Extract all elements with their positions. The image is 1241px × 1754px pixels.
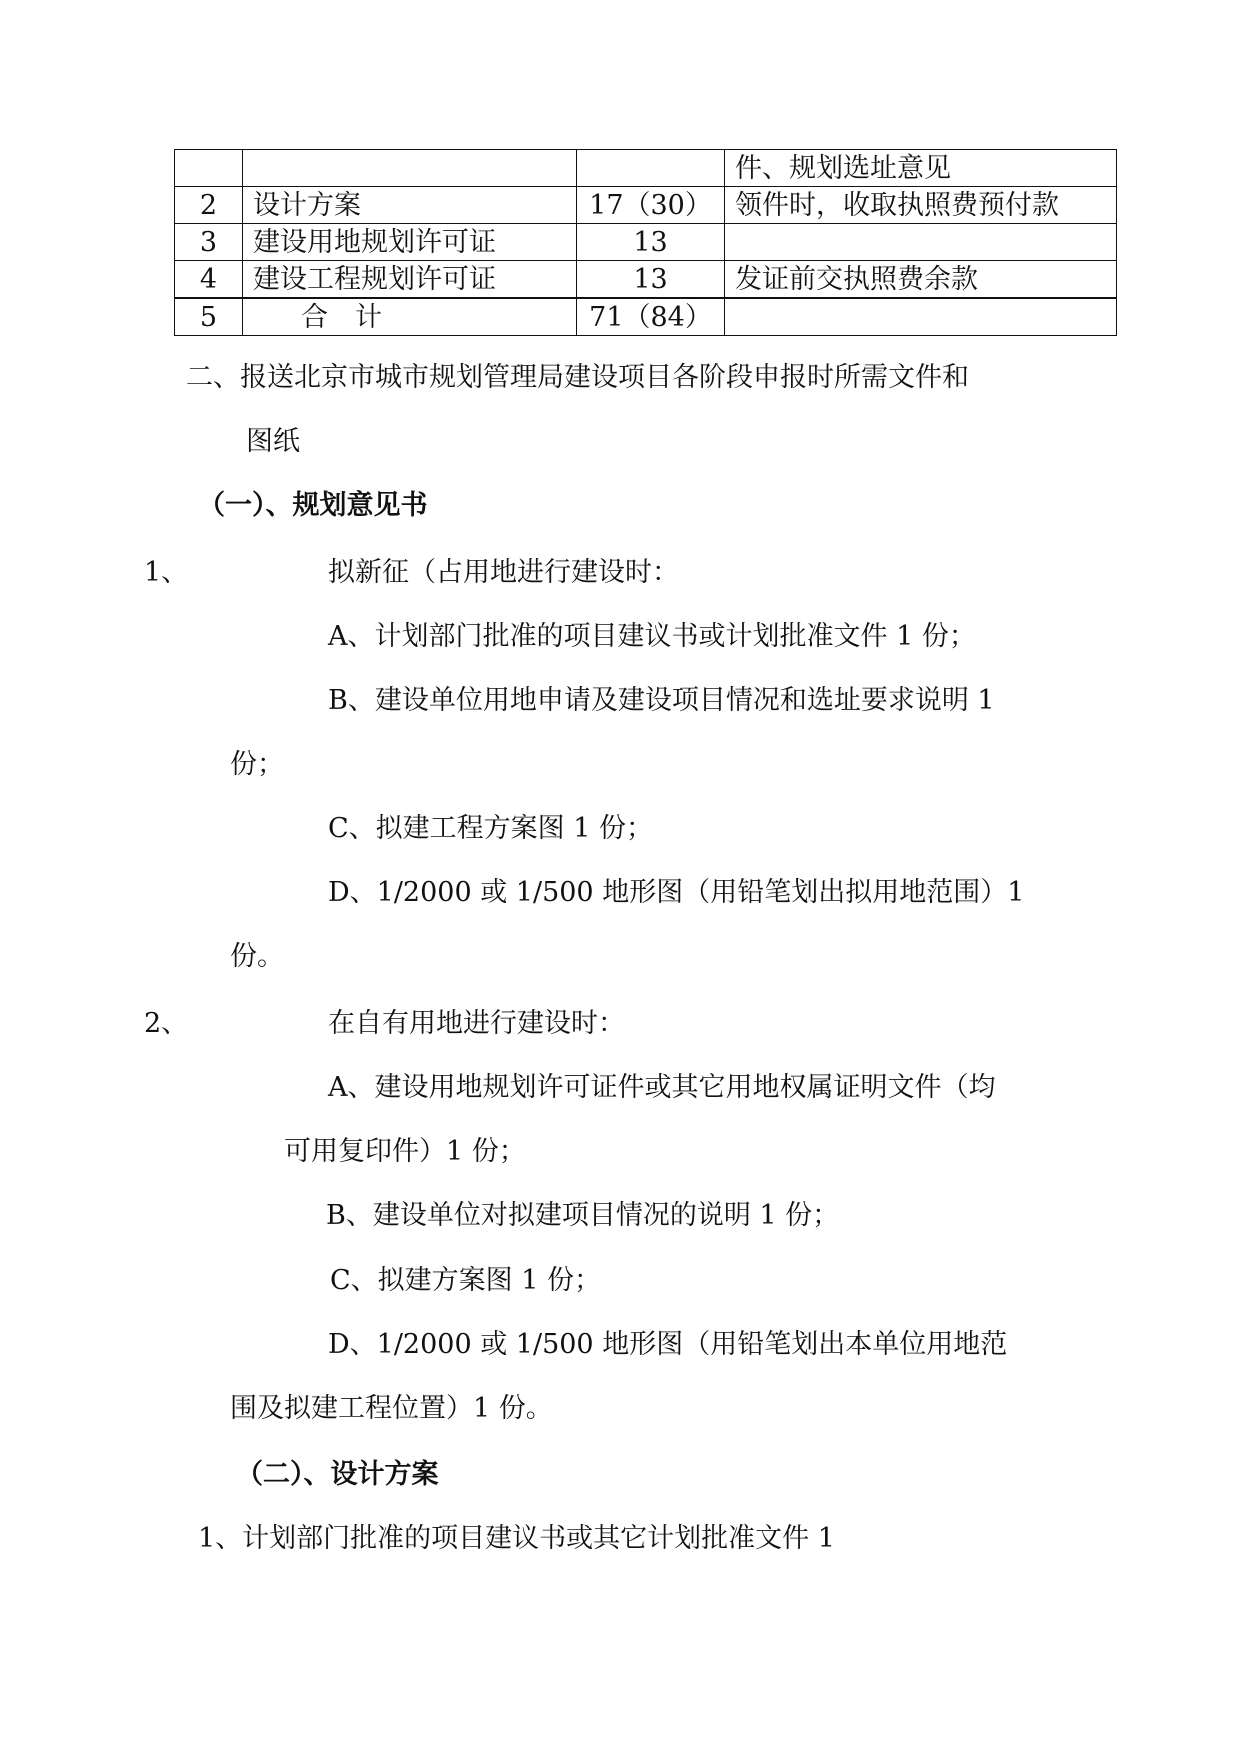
- table-row: [175, 224, 1117, 261]
- stage-name: 建设工程规划许可证: [243, 261, 577, 299]
- stage-name: [243, 150, 577, 187]
- stage-name: 设计方案: [243, 187, 577, 224]
- item-a: A、建设用地规划许可证件或其它用地权属证明文件（均: [328, 1072, 996, 1103]
- section-title-cont: 图纸: [246, 426, 300, 457]
- item-text: 拟新征（占用地进行建设时：: [328, 557, 679, 588]
- item-c: C、拟建工程方案图 1 份；: [328, 813, 654, 844]
- row-number: 5: [175, 298, 243, 336]
- row-number: 2: [175, 187, 243, 224]
- total-amount: 71（84）: [577, 298, 725, 336]
- section-title: 二、报送北京市城市规划管理局建设项目各阶段申报时所需文件和: [186, 362, 969, 393]
- item-number: 1、: [144, 557, 189, 588]
- item-d-cont: 份。: [230, 941, 284, 972]
- item-a: A、计划部门批准的项目建议书或计划批准文件 1 份；: [328, 621, 976, 652]
- fee-amount: 17（30）: [577, 187, 725, 224]
- total-label: 合 计: [243, 298, 577, 336]
- item-b: B、建设单位用地申请及建设项目情况和选址要求说明 1: [328, 685, 995, 716]
- item-number: 2、: [144, 1008, 189, 1039]
- fee-note: [725, 298, 1117, 336]
- item-d-cont: 围及拟建工程位置）1 份。: [230, 1393, 553, 1424]
- item-d: D、1/2000 或 1/500 地形图（用铅笔划出本单位用地范: [328, 1329, 1008, 1360]
- item-a-cont: 可用复印件）1 份；: [284, 1136, 526, 1167]
- fee-note: 发证前交执照费余款: [725, 261, 1117, 299]
- fee-amount: 13: [577, 261, 725, 299]
- item-b: B、建设单位对拟建项目情况的说明 1 份；: [326, 1200, 840, 1231]
- fee-note: 领件时，收取执照费预付款: [725, 187, 1117, 224]
- row-number: 3: [175, 224, 243, 261]
- item-text: 1、计划部门批准的项目建议书或其它计划批准文件 1: [198, 1523, 835, 1554]
- item-c: C、拟建方案图 1 份；: [330, 1265, 602, 1296]
- table-row: [175, 187, 1117, 224]
- fee-table: [174, 149, 1117, 336]
- row-number: 4: [175, 261, 243, 299]
- fee-amount: 13: [577, 224, 725, 261]
- subsection-heading: （一）、规划意见书: [198, 490, 428, 521]
- item-text: 在自有用地进行建设时：: [328, 1008, 625, 1039]
- table-row: [175, 261, 1117, 299]
- stage-name: 建设用地规划许可证: [243, 224, 577, 261]
- item-b-cont: 份；: [230, 749, 284, 780]
- fee-note: [725, 224, 1117, 261]
- fee-amount: [577, 150, 725, 187]
- table-row-total: [175, 298, 1117, 336]
- table-row: [175, 150, 1117, 187]
- fee-note: 件、规划选址意见: [725, 150, 1117, 187]
- item-d: D、1/2000 或 1/500 地形图（用铅笔划出拟用地范围）1: [328, 877, 1025, 908]
- row-number: [175, 150, 243, 187]
- subsection-heading: （二）、设计方案: [236, 1459, 439, 1490]
